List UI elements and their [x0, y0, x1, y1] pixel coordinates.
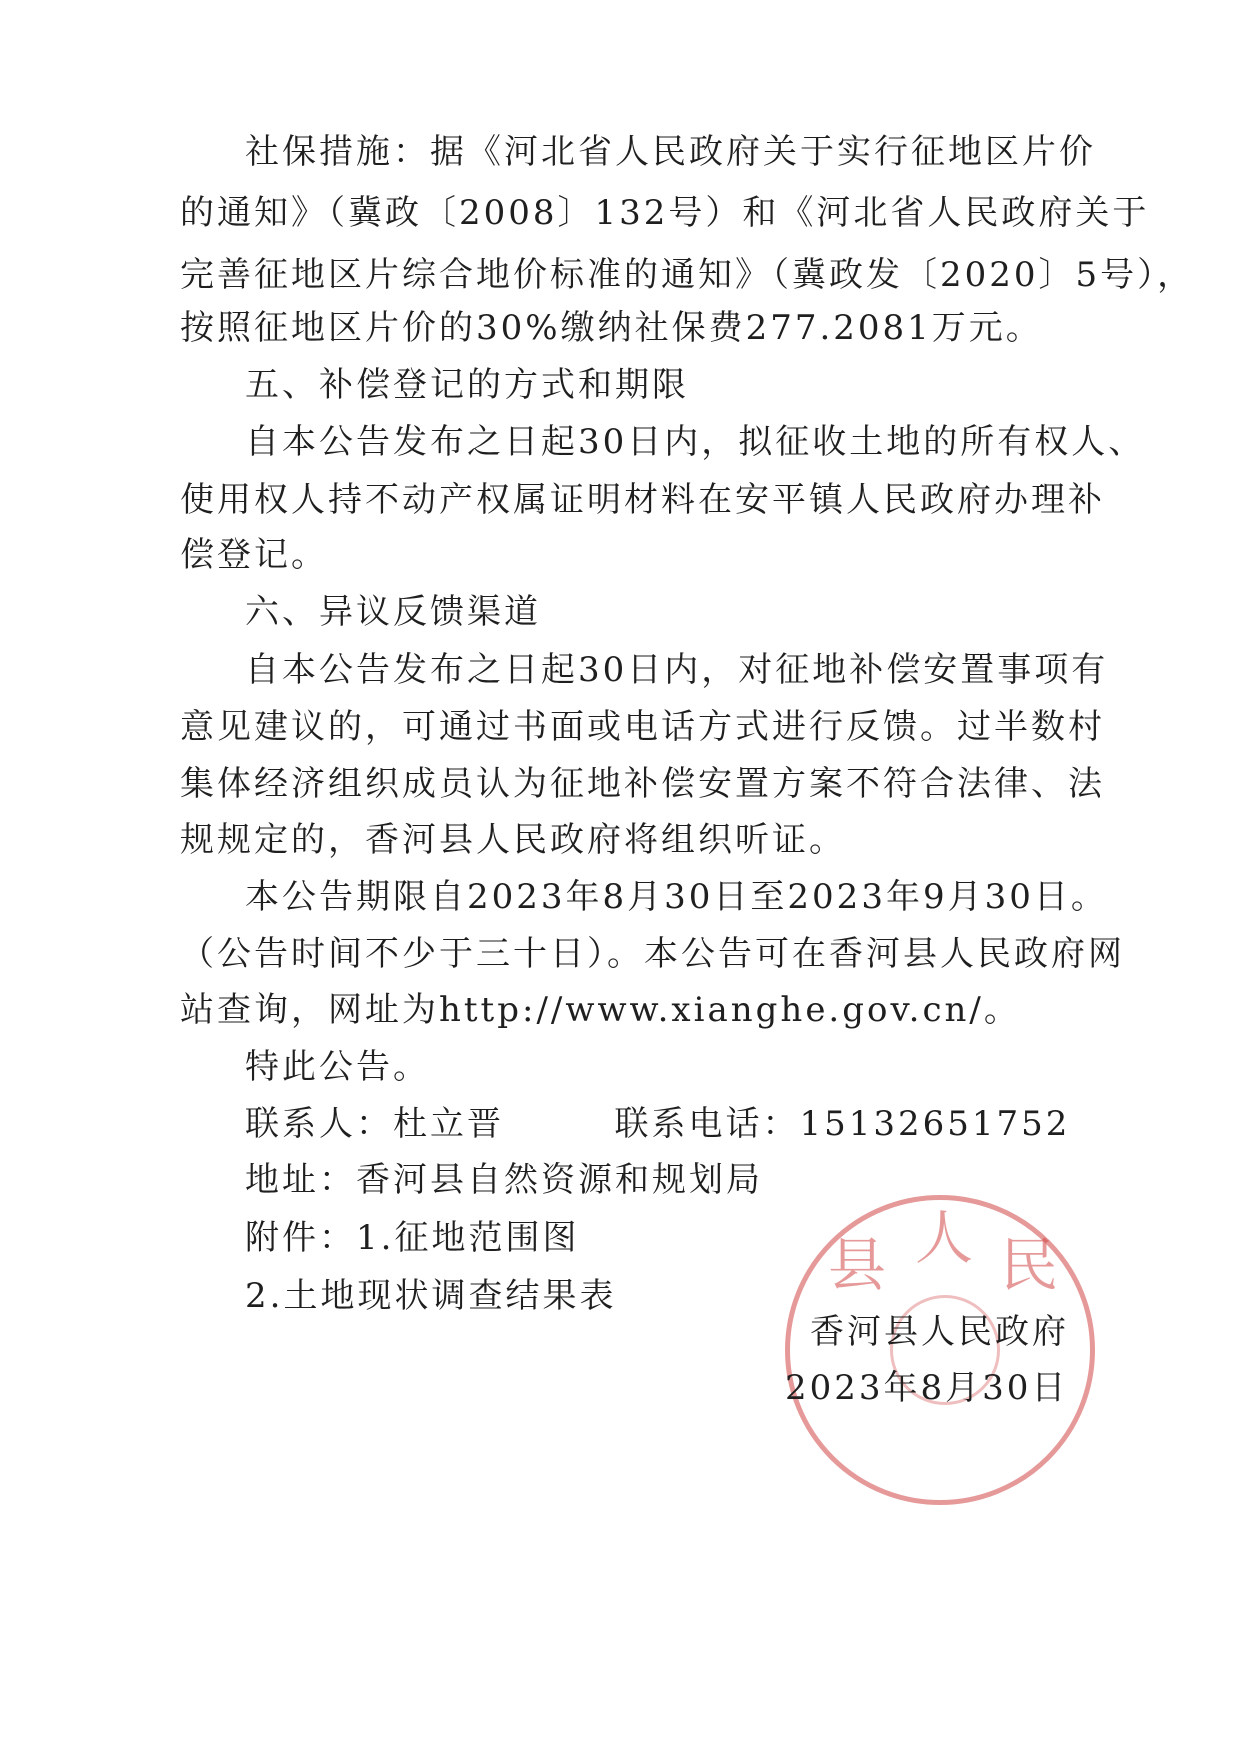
body-line: 使用权人持不动产权属证明材料在安平镇人民政府办理补 — [180, 480, 1105, 520]
body-line: （公告时间不少于三十日）。本公告可在香河县人民政府网 — [180, 934, 1125, 974]
body-line: 完善征地区片综合地价标准的通知》（冀政发〔2020〕5号）， — [180, 255, 1195, 295]
seal-char: 民 — [1000, 1231, 1059, 1299]
body-line: 社保措施：据《河北省人民政府关于实行征地区片价 — [245, 132, 1096, 172]
body-line: 按照征地区片价的30%缴纳社保费277.2081万元。 — [180, 308, 1043, 348]
body-line: 的通知》（冀政〔2008〕132号）和《河北省人民政府关于 — [180, 193, 1150, 233]
body-line: 自本公告发布之日起30日内，拟征收土地的所有权人、 — [245, 422, 1146, 462]
signature-date: 2023年8月30日 — [785, 1368, 1069, 1408]
body-line: 意见建议的，可通过书面或电话方式进行反馈。过半数村 — [180, 707, 1105, 747]
body-line: 本公告期限自2023年8月30日至2023年9月30日。 — [245, 877, 1108, 917]
body-line: 六、异议反馈渠道 — [245, 592, 541, 632]
body-line: 特此公告。 — [245, 1047, 430, 1087]
body-line: 偿登记。 — [180, 535, 328, 575]
body-line: 规规定的，香河县人民政府将组织听证。 — [180, 820, 846, 860]
body-line: 地址：香河县自然资源和规划局 — [245, 1160, 763, 1200]
body-line: 集体经济组织成员认为征地补偿安置方案不符合法律、法 — [180, 764, 1105, 804]
body-line: 附件：1.征地范围图 — [245, 1218, 580, 1258]
body-line: 2.土地现状调查结果表 — [245, 1276, 617, 1316]
signature-org: 香河县人民政府 — [810, 1312, 1069, 1352]
body-line: 联系人：杜立晋 联系电话：15132651752 — [245, 1104, 1071, 1144]
seal-char: 人 — [915, 1204, 974, 1272]
body-line: 五、补偿登记的方式和期限 — [245, 365, 689, 405]
seal-char: 县 — [828, 1231, 887, 1299]
body-line: 自本公告发布之日起30日内，对征地补偿安置事项有 — [245, 650, 1109, 690]
body-line: 站查询，网址为http://www.xianghe.gov.cn/。 — [180, 990, 1021, 1030]
